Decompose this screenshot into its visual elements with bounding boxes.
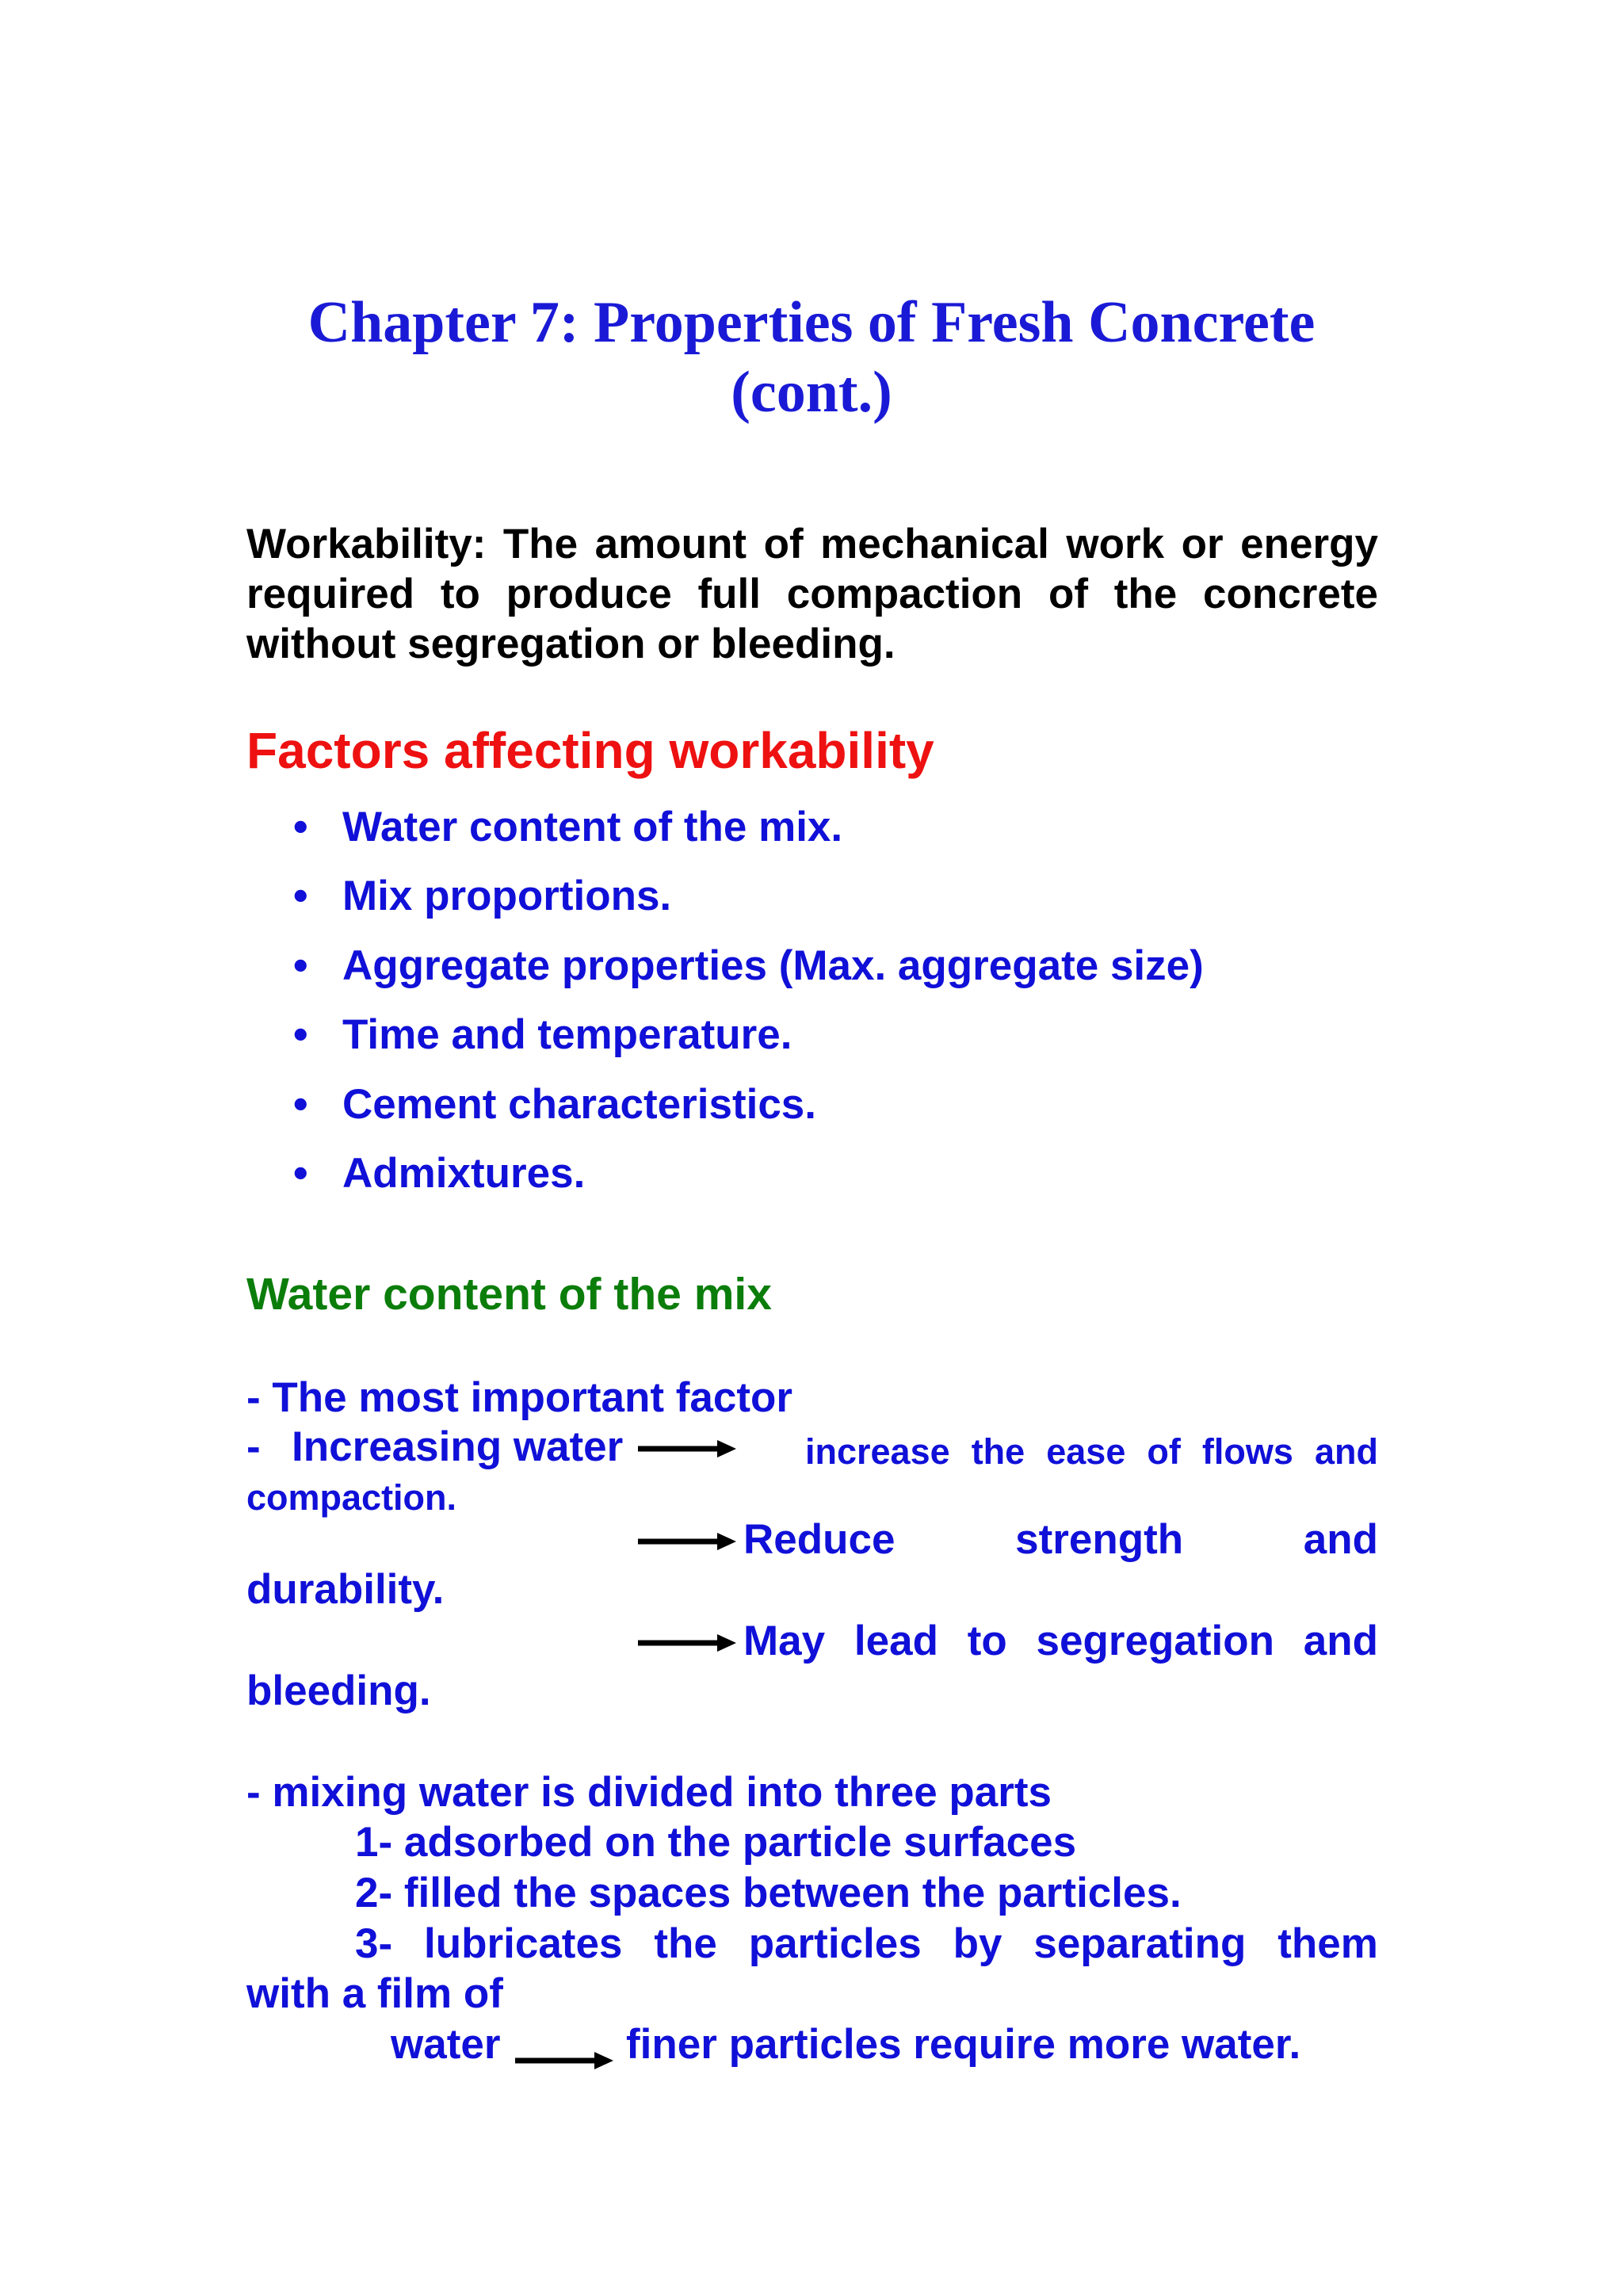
list-item: • Water content of the mix. (293, 804, 843, 850)
workability-definition: Workability: The amount of mechanical work or energy required to produce full compaction of the concrete without segregation or bleeding. (246, 521, 1378, 667)
arrow-right-icon (638, 1630, 737, 1656)
increasing-water-dash: - (246, 1423, 261, 1470)
compaction-word: compaction. (246, 1477, 457, 1518)
part-1-item: 1- adsorbed on the particle surfaces (355, 1819, 1077, 1866)
water-content-heading: Water content of the mix (246, 1269, 772, 1320)
reduce-strength-line: Reduce strength and (743, 1516, 1378, 1563)
increase-ease-line: increase the ease of flows and (805, 1431, 1378, 1472)
list-item: • Mix proportions. (293, 873, 672, 919)
water-word: water (391, 2021, 501, 2068)
finer-particles-line: finer particles require more water. (626, 2021, 1301, 2068)
list-item: • Admixtures. (293, 1150, 586, 1197)
important-factor-line: - The most important factor (246, 1374, 793, 1421)
bullet-icon: • (293, 1150, 308, 1197)
bullet-icon: • (293, 804, 308, 850)
part-2-item: 2- filled the spaces between the particles. (355, 1870, 1182, 1916)
list-item: • Aggregate properties (Max. aggregate size) (293, 942, 1204, 989)
part-3-item: 3- lubricates the particles by separating them (355, 1920, 1378, 1967)
bullet-icon: • (293, 1081, 308, 1128)
bullet-icon: • (293, 942, 308, 989)
bullet-icon: • (293, 873, 308, 919)
factors-heading: Factors affecting workability (246, 722, 934, 779)
list-item: • Time and temperature. (293, 1011, 792, 1058)
bleeding-word: bleeding. (246, 1668, 431, 1714)
segregation-line: May lead to segregation and (743, 1618, 1378, 1664)
arrow-right-icon (638, 1436, 737, 1461)
durability-word: durability. (246, 1566, 445, 1613)
page-title-line2: (cont.) (731, 360, 892, 425)
part-3-continuation: with a film of (246, 1970, 503, 2017)
page-title-line1: Chapter 7: Properties of Fresh Concrete (307, 290, 1316, 355)
list-item: • Cement characteristics. (293, 1081, 817, 1128)
arrow-right-icon (638, 1529, 737, 1554)
increasing-water-label: Increasing water (292, 1423, 624, 1470)
bullet-icon: • (293, 1011, 308, 1058)
arrow-right-icon (515, 2048, 614, 2073)
mixing-water-line: - mixing water is divided into three parts (246, 1769, 1052, 1816)
